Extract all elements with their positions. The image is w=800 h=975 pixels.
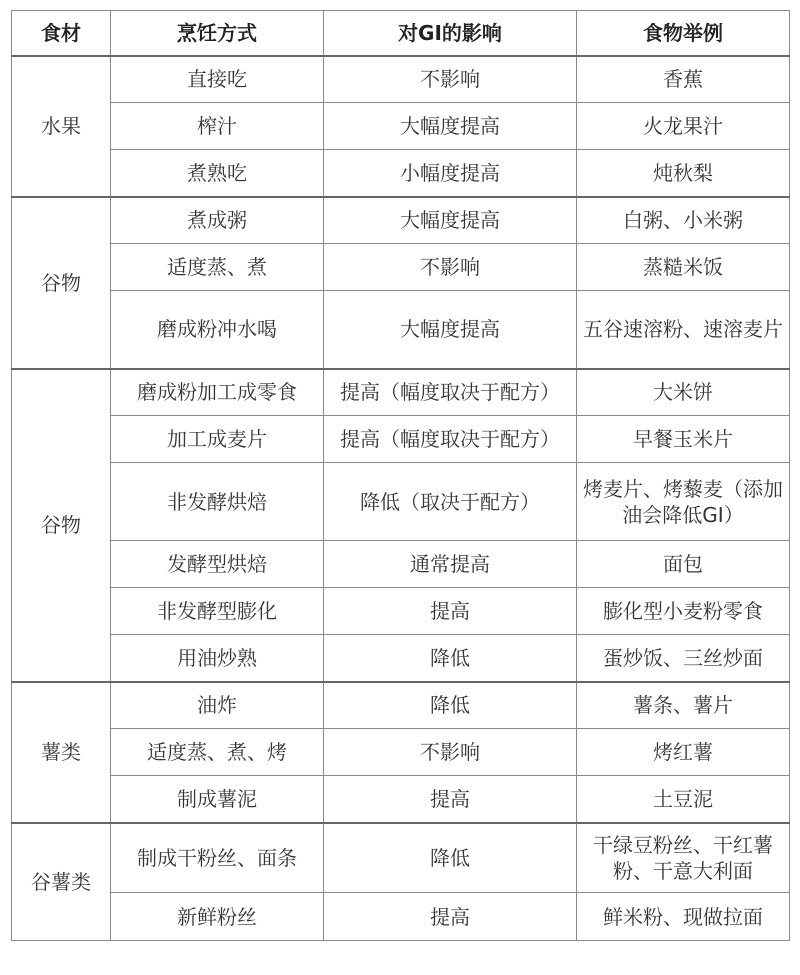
effect-cell: 不影响 [324,56,577,103]
method-cell: 适度蒸、煮、烤 [111,729,324,776]
table-row [12,635,790,682]
effect-cell: 大幅度提高 [324,291,577,369]
category-cell: 水果 [12,56,111,197]
method-cell: 制成薯泥 [111,776,324,823]
effect-cell: 小幅度提高 [324,150,577,197]
example-cell: 早餐玉米片 [577,416,790,463]
effect-cell: 通常提高 [324,541,577,588]
effect-cell: 提高 [324,893,577,941]
method-cell: 磨成粉冲水喝 [111,291,324,369]
category-cell: 谷薯类 [12,823,111,941]
effect-cell: 提高（幅度取决于配方） [324,369,577,416]
effect-cell: 不影响 [324,729,577,776]
method-cell: 煮成粥 [111,197,324,244]
method-cell: 榨汁 [111,103,324,150]
table-row [12,776,790,823]
table-row [12,463,790,541]
example-cell: 土豆泥 [577,776,790,823]
effect-cell: 不影响 [324,244,577,291]
table-row [12,823,790,893]
table-row [12,244,790,291]
header-gi-effect: 对GI的影响 [324,11,577,56]
category-cell: 谷物 [12,369,111,682]
method-cell: 直接吃 [111,56,324,103]
table-row [12,588,790,635]
example-cell: 蛋炒饭、三丝炒面 [577,635,790,682]
method-cell: 磨成粉加工成零食 [111,369,324,416]
effect-cell: 提高 [324,588,577,635]
table-row [12,682,790,729]
table-row [12,103,790,150]
effect-cell: 降低 [324,635,577,682]
category-cell: 薯类 [12,682,111,823]
table-header-row [12,11,790,56]
table-row [12,291,790,369]
effect-cell: 提高 [324,776,577,823]
effect-cell: 降低 [324,823,577,893]
effect-cell: 降低（取决于配方） [324,463,577,541]
table-row [12,729,790,776]
effect-cell: 大幅度提高 [324,197,577,244]
table-row [12,541,790,588]
example-cell: 大米饼 [577,369,790,416]
method-cell: 制成干粉丝、面条 [111,823,324,893]
category-cell: 谷物 [12,197,111,369]
effect-cell: 降低 [324,682,577,729]
example-cell: 面包 [577,541,790,588]
example-cell: 干绿豆粉丝、干红薯粉、干意大利面 [577,823,790,893]
example-cell: 炖秋梨 [577,150,790,197]
example-cell: 烤红薯 [577,729,790,776]
method-cell: 煮熟吃 [111,150,324,197]
example-cell: 鲜米粉、现做拉面 [577,893,790,941]
table-row [12,416,790,463]
method-cell: 非发酵型膨化 [111,588,324,635]
method-cell: 用油炒熟 [111,635,324,682]
method-cell: 适度蒸、煮 [111,244,324,291]
example-cell: 香蕉 [577,56,790,103]
table-row [12,369,790,416]
table-row [12,197,790,244]
header-food-example: 食物举例 [577,11,790,56]
method-cell: 发酵型烘焙 [111,541,324,588]
table-row [12,150,790,197]
effect-cell: 大幅度提高 [324,103,577,150]
gi-cooking-table [11,10,790,941]
method-cell: 加工成麦片 [111,416,324,463]
header-cooking-method: 烹饪方式 [111,11,324,56]
example-cell: 火龙果汁 [577,103,790,150]
method-cell: 非发酵烘焙 [111,463,324,541]
table-row [12,893,790,941]
header-ingredient: 食材 [12,11,111,56]
example-cell: 膨化型小麦粉零食 [577,588,790,635]
example-cell: 白粥、小米粥 [577,197,790,244]
effect-cell: 提高（幅度取决于配方） [324,416,577,463]
example-cell: 五谷速溶粉、速溶麦片 [577,291,790,369]
method-cell: 油炸 [111,682,324,729]
example-cell: 薯条、薯片 [577,682,790,729]
table-row [12,56,790,103]
example-cell: 烤麦片、烤藜麦（添加油会降低GI） [577,463,790,541]
method-cell: 新鲜粉丝 [111,893,324,941]
example-cell: 蒸糙米饭 [577,244,790,291]
